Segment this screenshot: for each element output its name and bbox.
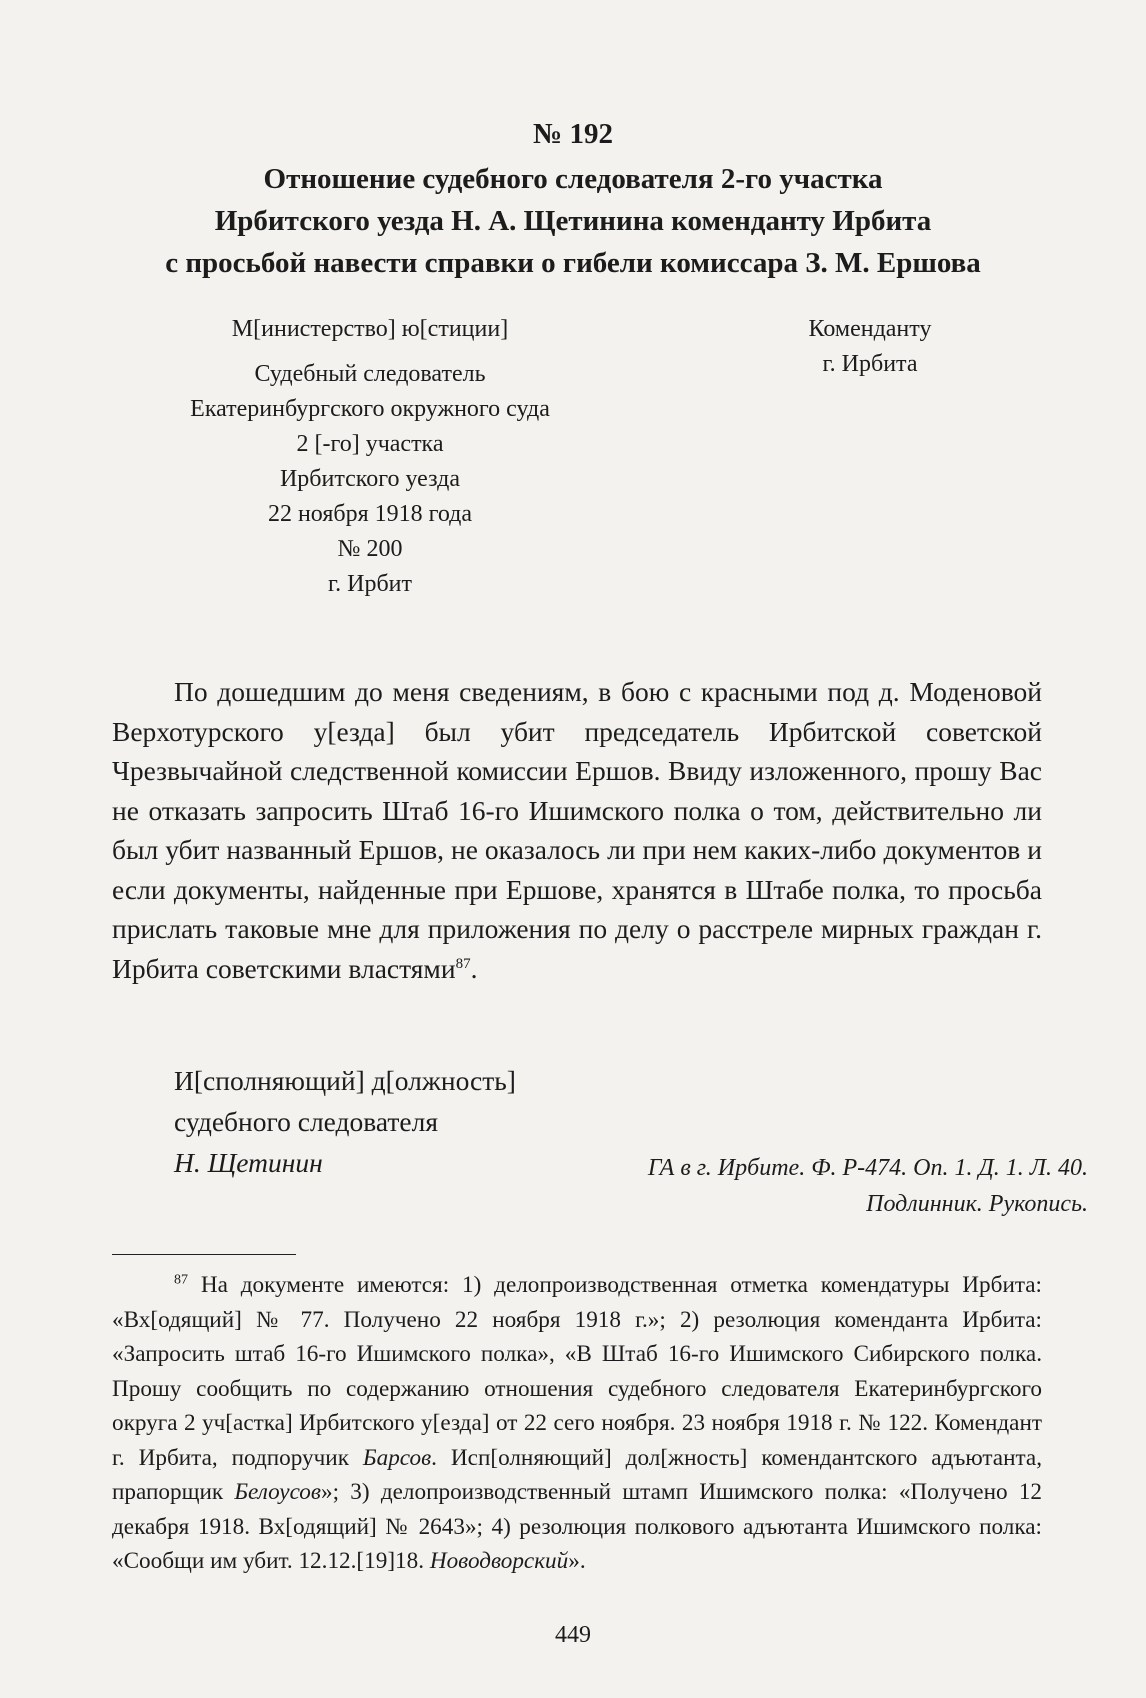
footnote-name: Белоусов (234, 1479, 321, 1505)
sender-line: Судебный следователь (254, 361, 486, 387)
signature-title: И[сполняющий] д[олжность] (174, 1065, 516, 1096)
footnote-text: »; 3) делопроизводственный штамп Ишимского полка: «Получено 12 декабря 1918. Вх[одящий] № 2643»; 4) резолюция полкового адъютанта Ишимского полка: «Сообщи им убит. 12.12.[19]18. (112, 1479, 1043, 1574)
title-line: Отношение судебного следователя 2-го участка (263, 163, 883, 195)
page-number: 449 (555, 1622, 591, 1648)
outgoing-number: № 200 (337, 536, 403, 562)
archive-reference (300, 1150, 1088, 1222)
sender-line: Екатеринбургского окружного суда (190, 396, 550, 422)
document-number: № 192 (533, 118, 613, 150)
body-text: По дошедшим до меня сведениям, в бою с красными под д. Моденовой Верхотурского у[езда] был убит председатель Ирбитской советской Чрезвычайной следственной комиссии Ершов. Ввиду изложенного, прошу Вас не отказать запросить Штаб 16-го Ишимского полка о том, действительно ли был убит названный Ершов, не оказалось ли при нем каких-либо документов и если документы, найденные при Ершове, хранятся в Штабе полка, то просьба прислать таковые мне для приложения по делу о расстреле мирных граждан г. Ирбита советскими властями (112, 676, 1042, 984)
sender-line: Ирбитского уезда (279, 466, 461, 492)
footnote-text: ». (568, 1548, 586, 1574)
sender-header (135, 312, 605, 602)
body-end: . (470, 952, 478, 984)
footnote-text: На документе имеются: 1) делопроизводственная отметка комендатуры Ирбита: «Вх[одящий] № 77. Получено 22 ноября 1918 г.»; 2) резолюция коменданта Ирбита: «Запросить штаб 16-го Ишимского полка», «В Штаб 16-го Ишимского Сибирского полка. Прошу сообщить по содержанию отношения судебного следователя Екатеринбургского округа 2 уч[астка] Ирбитского у[езда] от 22 сего ноября. 23 ноября 1918 г. № 122. Комендант г. Ирбита, подпоручик (112, 1272, 1042, 1471)
body-paragraph (112, 672, 1042, 988)
addressee-header (760, 312, 980, 382)
footnote (112, 1268, 1042, 1579)
footnote-name: Барсов (362, 1444, 432, 1471)
footnote-text: . Исп[олняющий] дол[жность] комендантского адъютанта, прапорщик (112, 1444, 1043, 1505)
document-date: 22 ноября 1918 года (267, 501, 473, 527)
signature-position: судебного следователя (174, 1106, 438, 1137)
sender-line: 2 [-го] участка (296, 431, 444, 457)
footnote-divider (112, 1254, 296, 1255)
sender-city: г. Ирбит (327, 571, 412, 597)
document-title (90, 158, 1056, 284)
addressee-line: г. Ирбита (822, 351, 918, 377)
archive-note: Подлинник. Рукопись. (866, 1191, 1088, 1217)
footnote-mark: 87 (174, 1272, 188, 1288)
archive-source: ГА в г. Ирбите. Ф. Р-474. Оп. 1. Д. 1. Л. 40. (647, 1155, 1088, 1181)
title-line: Ирбитского уезда Н. А. Щетинина коменданту Ирбита (214, 205, 932, 237)
footnote-reference: 87 (455, 955, 471, 972)
footnote-name: Новодворский (429, 1548, 569, 1574)
signature-name: Н. Щетинин (174, 1147, 323, 1178)
title-line: с просьбой навести справки о гибели комиссара З. М. Ершова (165, 247, 981, 279)
addressee-line: Коменданту (808, 316, 932, 342)
ministry-line: М[инистерство] ю[стиции] (231, 316, 509, 342)
